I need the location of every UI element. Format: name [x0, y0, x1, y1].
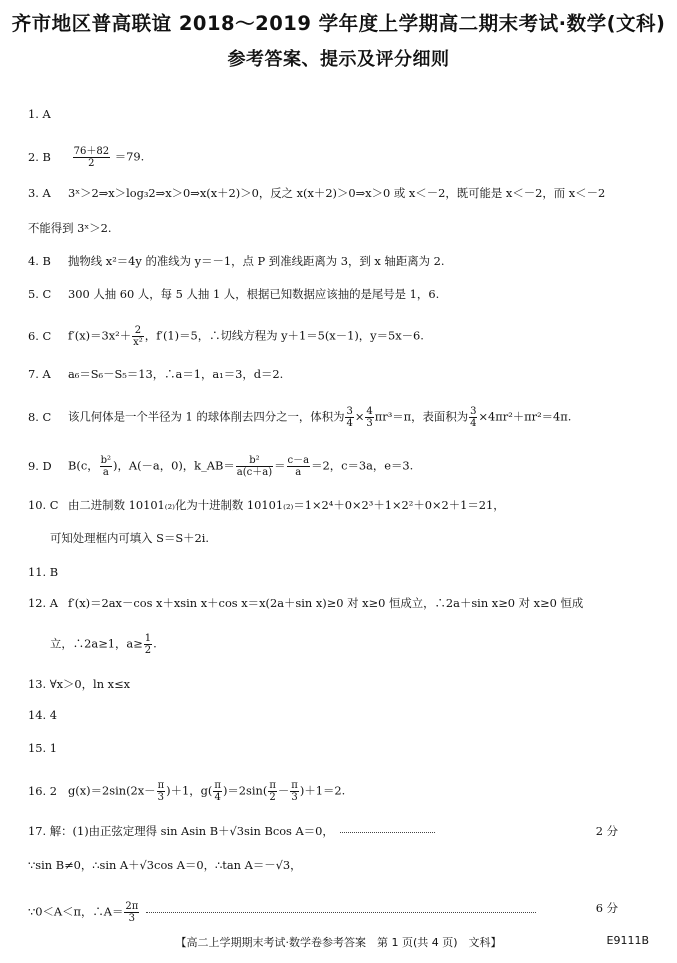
answer-12-line2: [50, 633, 157, 656]
answer-10-line1: 由二进制数 10101₍₂₎化为十进制数 10101₍₂₎＝1×2⁴＋0×2³＋1×2²＋0×2＋1＝21，: [68, 498, 505, 512]
answer-9-text-c: ＝2，c＝3a，e＝3.: [311, 458, 414, 473]
answer-17-line3-text: ∵0＜A＜π，∴A＝: [28, 904, 124, 919]
fraction: [124, 901, 139, 924]
fraction: [236, 455, 273, 478]
answer-12-line1: f′(x)＝2ax－cos x＋xsin x＋cos x＝x(2a＋sin x)≥0 对 x≥0 恒成立，∴2a＋sin x≥0 对 x≥0 恒成: [68, 596, 584, 610]
fraction: [73, 146, 110, 169]
answer-3-line1: 3ˣ＞2⇒x＞log₃2⇒x＞0⇒x(x＋2)＞0，反之 x(x＋2)＞0⇒x＞0 或 x＜－2，既可能是 x＜－2，而 x＜－2: [68, 186, 606, 200]
answer-9-text-a: B(c，: [68, 458, 99, 473]
numerator: 4: [366, 406, 373, 417]
answer-15: 15. 1: [28, 741, 57, 755]
answer-7-text: a₆＝S₆－S₅＝13，∴a＝1，a₁＝3，d＝2.: [68, 367, 284, 381]
answer-11: 11. B: [28, 565, 59, 579]
numerator: b²: [100, 455, 112, 466]
numerator: π: [269, 780, 276, 791]
answer-10-number: 10. C: [28, 498, 59, 512]
answer-13: 13. ∀x＞0，ln x≤x: [28, 677, 131, 691]
answer-3: [28, 186, 605, 200]
answer-2: [28, 146, 144, 169]
score-label: 2 分: [595, 824, 618, 838]
answer-8-number: 8. C: [28, 409, 52, 424]
answer-12: [28, 596, 583, 610]
answer-9-number: 9. D: [28, 458, 52, 473]
answer-16-number: 16. 2: [28, 783, 57, 798]
fraction: [345, 406, 353, 429]
answer-14: 14. 4: [28, 708, 57, 722]
denominator: 4: [214, 792, 221, 803]
denominator: a: [295, 467, 302, 478]
answer-17-line2: ∵sin B≠0，∴sin A＋√3cos A＝0，∴tan A＝－√3，: [28, 858, 302, 872]
dotted-leader: [340, 832, 435, 833]
answer-16: [28, 780, 345, 803]
answer-17-text: 17. 解：(1)由正弦定理得 sin Asin B＋√3sin Bcos A＝0，: [28, 824, 334, 838]
page-footer: 【高二上学期期末考试·数学卷参考答案 第 1 页(共 4 页) 文科】: [175, 936, 502, 949]
answer-7-number: 7. A: [28, 367, 51, 381]
answer-17-line3: [28, 901, 648, 924]
answer-8-text-b: πr³＝π，表面积为: [374, 409, 469, 424]
denominator: a(c＋a): [236, 467, 273, 478]
answer-16-text-a: g(x)＝2sin(2x－: [68, 783, 156, 798]
denominator: 3: [366, 418, 373, 429]
answer-5-text: 300 人抽 60 人，每 5 人抽 1 人，根据已知数据应该抽的是尾号是 1，6.: [68, 287, 440, 301]
answer-12-end: .: [153, 636, 157, 651]
answer-6-number: 6. C: [28, 328, 52, 343]
score-label: 6 分: [595, 901, 618, 915]
answer-16-text-b: )＋1，g(: [166, 783, 213, 798]
answer-2-number: 2. B: [28, 149, 51, 164]
numerator: c－a: [287, 455, 310, 466]
answer-8: 8. C 该几何体是一个半径为 1 的球体削去四分之一，体积为 $\frac{3}{4}$ × $\frac{4}{3}$ πr³＝π，表面积为 $\frac{3}{4}$ ×4πr²＋πr²＝4π.: [28, 406, 572, 429]
fraction: [132, 325, 144, 348]
denominator: 2: [88, 158, 95, 169]
answer-4-text: 抛物线 x²＝4y 的准线为 y＝－1，点 P 到准线距离为 3，到 x 轴距离为 2.: [68, 254, 445, 268]
denominator: 3: [291, 792, 298, 803]
page-title: 齐市地区普高联谊 2018～2019 学年度上学期高二期末考试·数学(文科): [11, 12, 666, 35]
answer-8-text-c: ×4πr²＋πr²＝4π.: [478, 409, 572, 424]
denominator: 2: [144, 645, 152, 656]
page-subtitle: 参考答案、提示及评分细则: [227, 49, 450, 70]
denominator: 4: [470, 418, 477, 429]
numerator: b²: [236, 455, 273, 467]
answer-9-text-b: )，A(－a，0)，k_AB＝: [113, 458, 235, 473]
answer-6: [28, 325, 424, 348]
numerator: 2: [132, 325, 144, 337]
numerator: 3: [470, 406, 477, 417]
answer-8-text-a: 该几何体是一个半径为 1 的球体削去四分之一，体积为: [68, 409, 345, 424]
fraction: [287, 455, 311, 478]
answer-3-number: 3. A: [28, 186, 51, 200]
answer-16-text-d: －: [277, 783, 290, 798]
answer-4-number: 4. B: [28, 254, 51, 268]
numerator: π: [157, 780, 165, 791]
denominator: 4: [346, 418, 353, 429]
denominator: 2: [269, 792, 276, 803]
answer-9: 9. D B(c， $\frac{\text{b²}}{a}$ )，A(－a，0)，k_AB＝ $\frac{\text{b²}}{a(c+a)}$ ＝ $\frac{c-a}{a}$ ＝2，c＝3a，e＝3.: [28, 455, 414, 478]
numerator: π: [214, 780, 221, 791]
answer-6-text-a: f′(x)＝3x²＋: [68, 328, 132, 343]
answer-5: [28, 287, 439, 301]
fraction: [157, 780, 166, 803]
fraction: [290, 780, 299, 803]
answer-5-number: 5. C: [28, 287, 52, 301]
answer-12-line2-text: 立，∴2a≥1，a≥: [50, 636, 143, 651]
numerator: 76＋82: [73, 146, 110, 157]
dotted-leader: [146, 912, 536, 913]
answer-3-line2: 不能得到 3ˣ＞2.: [28, 221, 112, 235]
answer-16-text-c: )＝2sin(: [222, 783, 268, 798]
numerator: 2π: [125, 901, 139, 912]
answer-12-number: 12. A: [28, 596, 58, 610]
answer-10: [28, 498, 505, 512]
fraction: [213, 780, 222, 803]
numerator: π: [291, 780, 298, 791]
answer-7: [28, 367, 283, 381]
fraction: [144, 633, 152, 656]
fraction: [268, 780, 277, 803]
denominator: 3: [128, 913, 136, 924]
answer-2-text: ＝79.: [114, 149, 145, 164]
fraction: [365, 406, 373, 429]
answer-1: 1. A: [28, 107, 51, 121]
numerator: 1: [144, 633, 152, 644]
answer-10-line2: 可知处理框内可填入 S＝S＋2i.: [50, 531, 210, 545]
fraction: [100, 455, 112, 478]
denominator: 3: [157, 792, 165, 803]
answer-6-text-b: ，f′(1)＝5，∴切线方程为 y＋1＝5(x－1)，y＝5x－6.: [144, 328, 424, 343]
answer-17-line1: [28, 824, 648, 838]
fraction: [469, 406, 477, 429]
denominator: x²: [133, 337, 143, 348]
answer-4: [28, 254, 445, 268]
document-code: E9111B: [606, 934, 649, 947]
answer-16-text-e: )＋1＝2.: [299, 783, 346, 798]
denominator: a: [102, 467, 109, 478]
numerator: 3: [346, 406, 353, 417]
